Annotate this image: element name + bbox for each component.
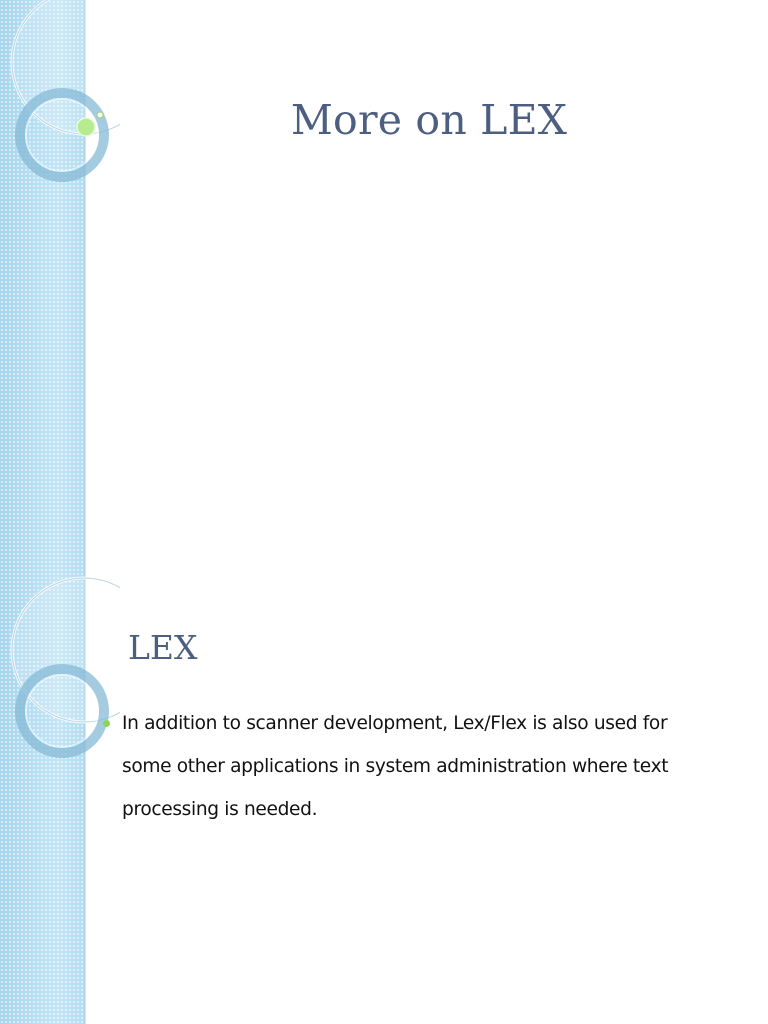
bullet-item [100, 702, 715, 831]
slide-2 [0, 576, 768, 1024]
bullet-list [100, 702, 715, 831]
content-heading: LEX [128, 628, 198, 667]
slide-title: More on LEX [290, 96, 568, 144]
bullet-text: In addition to scanner development, Lex/Flex is also used for some other applications in system administration where text processing is needed. [122, 713, 669, 820]
bullet-dot-icon [103, 720, 110, 727]
